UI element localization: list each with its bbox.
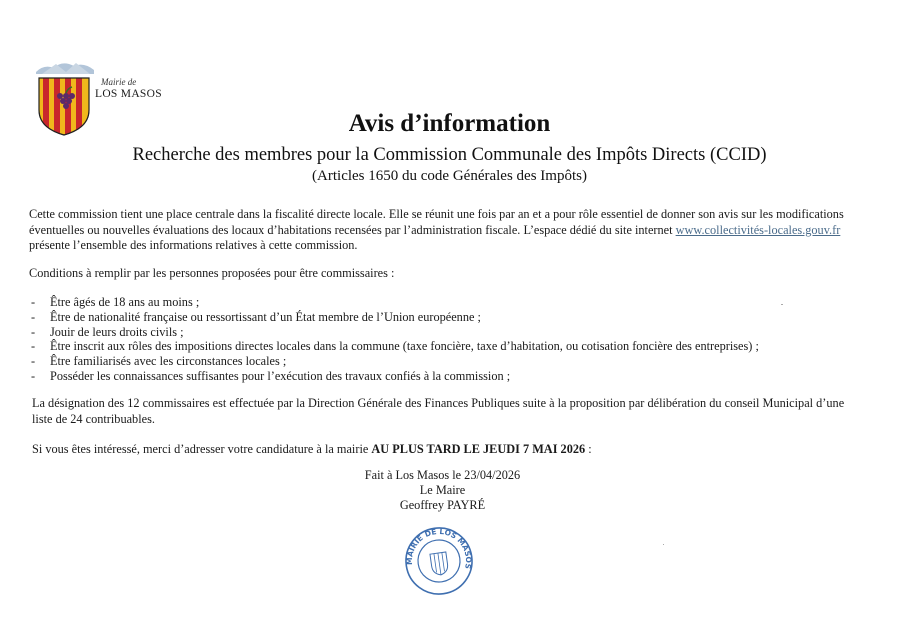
page-subtitle-articles: (Articles 1650 du code Générales des Impôts) [312, 168, 587, 184]
conditions-list [29, 295, 869, 384]
condition-text: Être âgés de 18 ans au moins ; [50, 295, 200, 309]
list-item [29, 325, 869, 340]
list-item [29, 295, 869, 310]
condition-text: Posséder les connaissances suffisantes pour l’exécution des travaux confiés à la commission ; [50, 368, 511, 383]
signature-role: Le Maire [419, 483, 466, 498]
scan-speck [663, 544, 664, 545]
candidature-paragraph [32, 442, 862, 457]
logo-text [95, 78, 162, 101]
scan-speck [781, 304, 783, 305]
intro-paragraph [29, 207, 859, 254]
page-subtitle: Recherche des membres pour la Commission Communale des Impôts Directs (CCID) [132, 145, 767, 165]
list-item [29, 339, 869, 354]
list-dash: - [31, 295, 36, 309]
list-dash: - [31, 368, 36, 383]
signature-block [0, 468, 899, 514]
condition-text: Être inscrit aux rôles des impositions directes locales dans la commune (taxe foncière, taxe d’habitation, ou cotisation foncière des entreprises) ; [50, 339, 759, 354]
signature-place-date: Fait à Los Masos le 23/04/2026 [364, 468, 521, 482]
list-dash: - [31, 324, 36, 339]
logo-mairie-de: Mairie de [101, 77, 137, 87]
list-item [29, 369, 869, 384]
signature-name: Geoffrey PAYRÉ [399, 498, 486, 513]
conditions-label: Conditions à remplir par les personnes proposées pour être commissaires : [29, 266, 395, 280]
stamp-text: MAIRIE DE LOS MASOS [404, 526, 474, 570]
intro-text-after: présente l’ensemble des informations relatives à cette commission. [29, 238, 358, 253]
list-dash: - [31, 339, 36, 354]
candidature-deadline: AU PLUS TARD LE JEUDI 7 MAI 2026 [371, 442, 586, 456]
condition-text: Être familiarisés avec les circonstances locales ; [50, 354, 287, 369]
logo-commune: LOS MASOS [95, 87, 162, 100]
page-title: Avis d’information [348, 110, 551, 137]
svg-text:MAIRIE DE LOS MASOS [400, 525, 474, 579]
condition-text: Être de nationalité française ou ressortissant d’un État membre de l’Union européenne ; [50, 309, 481, 324]
official-stamp [400, 525, 478, 597]
collectivites-link[interactable]: www.collectivités-locales.gouv.fr [675, 222, 841, 237]
designation-paragraph: La désignation des 12 commissaires est effectuée par la Direction Générale des Finances Publiques suite à la proposition par délibération du conseil Municipal d’une liste de 24 contribuables. [32, 396, 845, 426]
list-item [29, 310, 869, 325]
condition-text: Jouir de leurs droits civils ; [50, 324, 184, 339]
candidature-end: : [585, 442, 592, 456]
intro-text-before: Cette commission tient une place centrale dans la fiscalité directe locale. Elle se réunit une fois par an et a pour rôle essentiel de donner son avis sur les modifications éventuelles ou nouvelles évaluations des locaux d’habitations recensées par l’administration fiscale. L’espace dédié du site internet [29, 207, 844, 237]
list-item [29, 354, 869, 369]
list-dash: - [31, 354, 36, 369]
list-dash: - [31, 309, 36, 324]
candidature-text: Si vous êtes intéressé, merci d’adresser votre candidature à la mairie [32, 442, 372, 456]
